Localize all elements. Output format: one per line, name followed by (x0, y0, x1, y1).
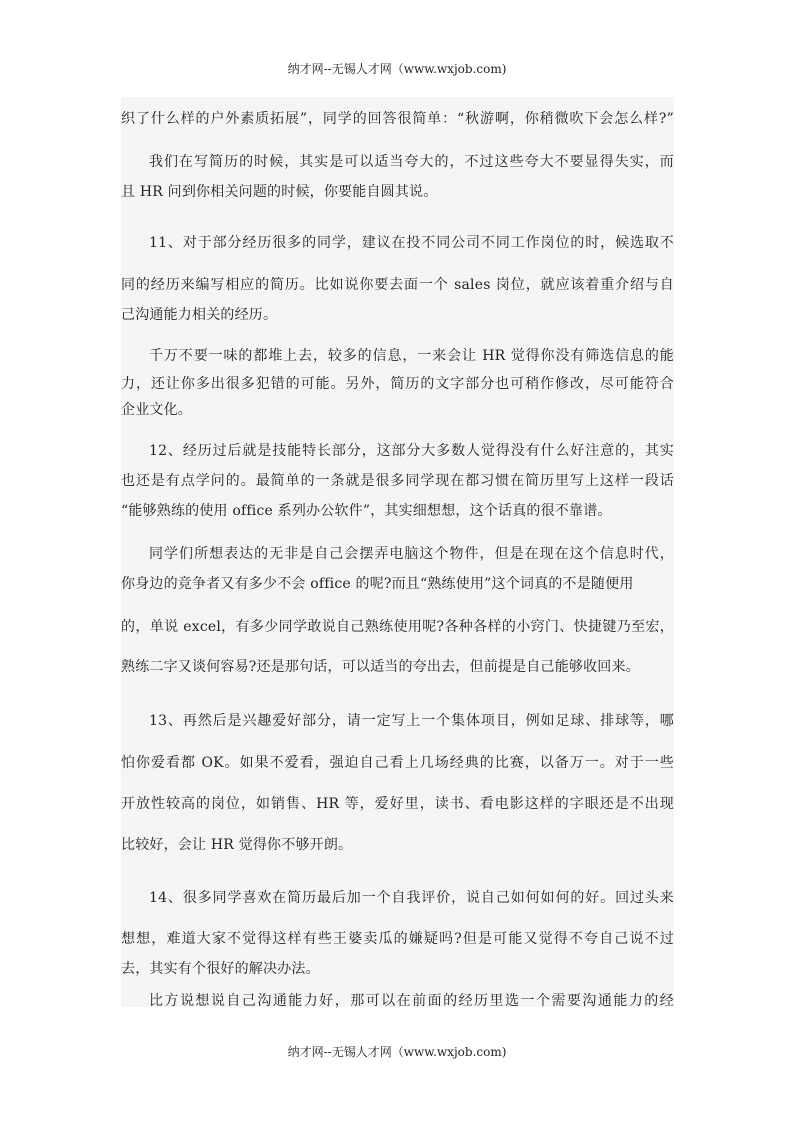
text-line: 13、再然后是兴趣爱好部分，请一定写上一个集体项目，例如足球、排球等，哪 (149, 713, 674, 729)
text-line: 11、对于部分经历很多的同学，建议在投不同公司不同工作岗位的时，候选取不 (149, 235, 674, 251)
text-line: 也还是有点学问的。最简单的一条就是很多同学现在都习惯在简历里写上这样一段话 (121, 473, 674, 489)
text-line: 开放性较高的岗位，如销售、HR 等，爱好里，读书、看电影这样的字眼还是不出现 (121, 796, 674, 812)
text-line: 怕你爱看都 OK。如果不爱看，强迫自己看上几场经典的比赛，以备万一。对于一些 (121, 755, 674, 771)
text-line: 你身边的竞争者又有多少不会 office 的呢?而且“熟练使用”这个词真的不是随便用 (121, 576, 634, 592)
text-line: 企业文化。 (121, 402, 192, 418)
text-line: 的，单说 excel，有多少同学敢说自己熟练使用呢?各种各样的小窍门、快捷键乃至宏， (121, 619, 674, 635)
text-line: 力，还让你多出很多犯错的可能。另外，简历的文字部分也可稍作修改，尽可能符合 (121, 376, 674, 392)
page-footer: 纳才网--无锡人才网（www.wxjob.com) (287, 1045, 507, 1059)
page-header: 纳才网--无锡人才网（www.wxjob.com) (287, 62, 507, 76)
text-line: 熟练二字又谈何容易?还是那句话，可以适当的夸出去，但前提是自己能够收回来。 (121, 659, 640, 675)
text-line: 千万不要一味的都堆上去，较多的信息，一来会让 HR 觉得你没有筛选信息的能 (149, 348, 674, 364)
text-line: 己沟通能力相关的经历。 (121, 307, 278, 323)
text-line: “能够熟练的使用 office 系列办公软件”，其实细想想，这个话真的很不靠谱。 (121, 503, 612, 519)
text-line: 且 HR 问到你相关问题的时候，你要能自圆其说。 (121, 184, 438, 200)
text-line: 想想，难道大家不觉得这样有些王婆卖瓜的嫌疑吗?但是可能又觉得不夸自己说不过 (121, 931, 674, 947)
text-line: 14、很多同学喜欢在简历最后加一个自我评价，说自己如何如何的好。回过头来 (149, 890, 674, 906)
text-line: 比较好，会让 HR 觉得你不够开朗。 (121, 837, 353, 853)
text-line: 我们在写简历的时候，其实是可以适当夸大的，不过这些夸大不要显得失实，而 (149, 154, 674, 170)
text-line: 同的经历来编写相应的简历。比如说你要去面一个 sales 岗位，就应该着重介绍与自 (121, 277, 674, 293)
text-line: 12、经历过后就是技能特长部分，这部分大多数人觉得没有什么好注意的，其实 (149, 443, 674, 459)
text-line: 比方说想说自己沟通能力好，那可以在前面的经历里选一个需要沟通能力的经 (149, 993, 674, 1009)
text-line: 同学们所想表达的无非是自己会摆弄电脑这个物件，但是在现在这个信息时代， (149, 546, 674, 562)
text-line: 织了什么样的户外素质拓展”，同学的回答很简单：“秋游啊，你稍微吹下会怎么样?” (121, 111, 674, 127)
text-line: 去，其实有个很好的解决办法。 (121, 961, 320, 977)
